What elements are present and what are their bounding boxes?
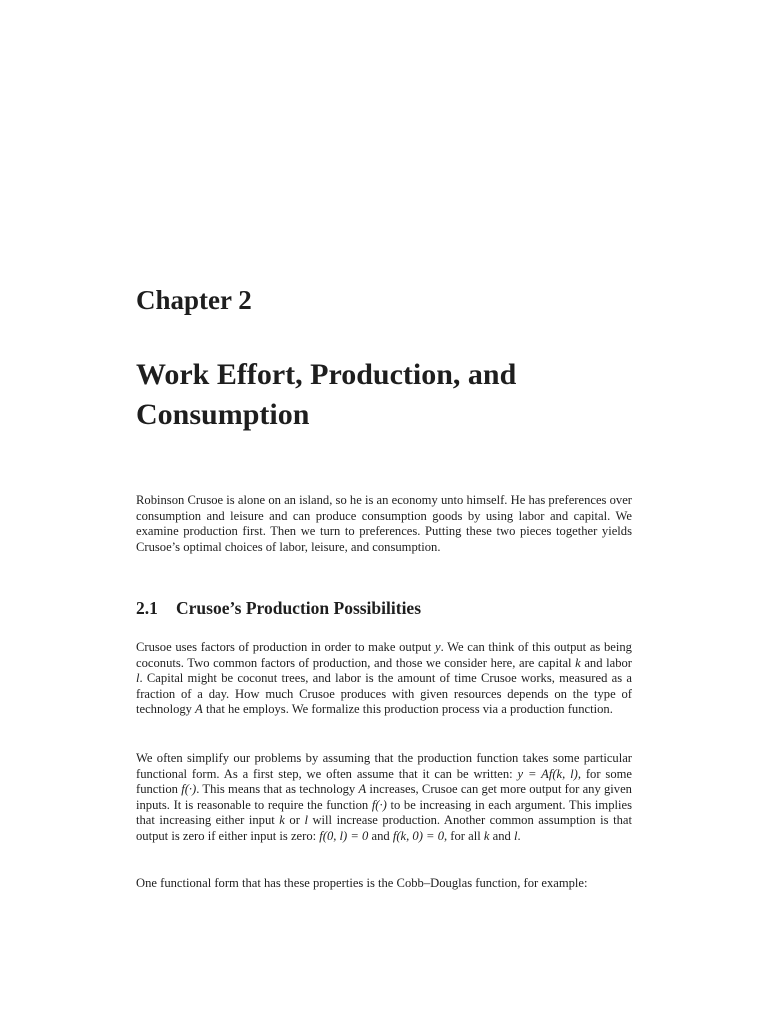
math-expression: f(·): [181, 782, 197, 796]
body-paragraph-1: [136, 640, 632, 718]
chapter-title: [136, 355, 636, 435]
section-heading: [136, 596, 421, 620]
math-expression: f(0, l) = 0: [319, 828, 369, 843]
chapter-title-line-1: Work Effort, Production, and: [136, 358, 517, 391]
math-variable: y: [434, 640, 441, 654]
text-run: increases, Crusoe can get more output for any given inputs. It is reasonable to require the function: [136, 782, 632, 812]
text-run: , for all: [444, 828, 484, 843]
math-expression: f(k, 0) = 0: [392, 828, 444, 843]
text-run: or: [284, 813, 305, 827]
text-run: .: [517, 828, 521, 843]
text-run: to be increasing in each argument. This implies that increasing either input: [136, 797, 632, 827]
intro-paragraph: Robinson Crusoe is alone on an island, so he is an economy unto himself. He has preferences over consumption and leisure and can produce consumption goods by using labor and capital. We examine production first. Then we turn to preferences. Putting these two pieces together yields Crusoe’s optimal choices of labor, leisure, and consumption.: [136, 493, 632, 554]
body-paragraph-2: [136, 751, 632, 844]
math-variable: A: [195, 702, 203, 716]
text-run: Crusoe uses factors of production in order to make output: [136, 640, 435, 654]
chapter-title-line-2: Consumption: [136, 398, 310, 431]
text-run: , for some function: [136, 766, 633, 796]
math-variable: l: [513, 828, 518, 843]
math-variable: l: [304, 813, 308, 827]
body-paragraph-3: One functional form that has these properties is the Cobb–Douglas function, for example:: [136, 876, 588, 890]
section-title: Crusoe’s Production Possibilities: [176, 598, 422, 618]
text-run: and: [368, 828, 393, 843]
math-expression: f(·): [371, 797, 387, 812]
text-run: will increase production. Another common assumption is that output is zero if either input is zero:: [136, 813, 632, 843]
text-run: that he employs. We formalize this production process via a production function.: [202, 702, 613, 716]
text-run: . We can think of this output as being coconuts. Two common factors of production, and those we consider here, are capital: [136, 640, 632, 670]
math-variable: k: [575, 655, 581, 670]
text-run: . Capital might be coconut trees, and labor is the amount of time Crusoe works, measured as a fraction of a day. How much Crusoe produces with given resources depends on the type of technology: [136, 671, 632, 716]
text-run: . This means that as technology: [196, 782, 359, 796]
math-variable: k: [483, 828, 490, 843]
math-variable: k: [279, 813, 285, 827]
math-variable: l: [136, 671, 140, 685]
text-run: We often simplify our problems by assuming that the production function takes some particular functional form. As a first step, we often assume that it can be written:: [136, 751, 632, 781]
text-run: and: [489, 828, 514, 843]
math-expression: y = Af(k, l): [517, 766, 578, 781]
chapter-label: Chapter 2: [136, 285, 252, 315]
section-number: 2.1: [136, 598, 158, 618]
text-run: and labor: [580, 655, 632, 670]
math-variable: A: [358, 782, 367, 796]
